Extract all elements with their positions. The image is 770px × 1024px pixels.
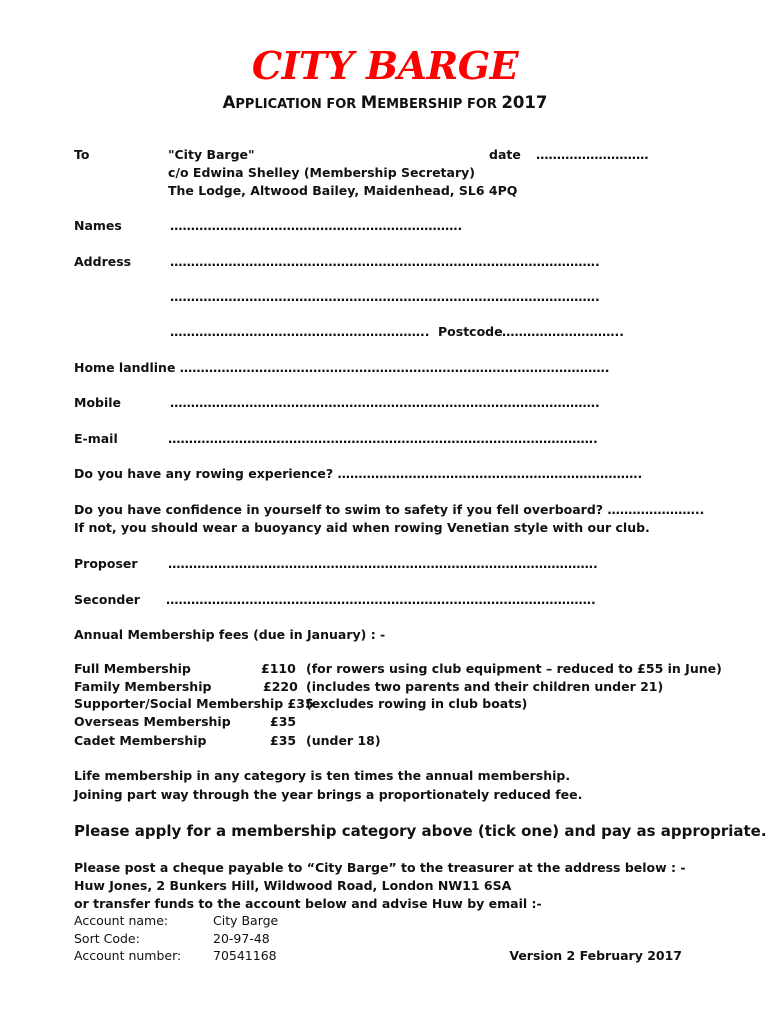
fee-price: £35 bbox=[270, 714, 297, 729]
account-name-label: Account name: bbox=[74, 913, 169, 928]
to-line-1: "City Barge" bbox=[168, 147, 255, 162]
document-title: CITY BARGE bbox=[251, 43, 519, 88]
to-line-2: c/o Edwina Shelley (Membership Secretary) bbox=[168, 165, 475, 180]
names-label: Names bbox=[74, 218, 122, 233]
payment-line-3: or transfer funds to the account below and advise Huw by email :- bbox=[74, 896, 542, 911]
date-field[interactable]: ……………………… bbox=[536, 147, 649, 162]
fee-name: Cadet Membership bbox=[74, 733, 207, 748]
address-field-3[interactable]: …………………………………………………….. bbox=[170, 324, 430, 339]
proposer-label: Proposer bbox=[74, 556, 138, 571]
email-field[interactable]: …………………………………………………………………………………………. bbox=[168, 431, 598, 446]
address-label: Address bbox=[74, 254, 132, 269]
join-part-way-note: Joining part way through the year brings a proportionately reduced fee. bbox=[74, 787, 583, 802]
version-note: Version 2 February 2017 bbox=[509, 948, 682, 963]
address-field-1[interactable]: …………………………………………………………………………………………. bbox=[170, 254, 600, 269]
apply-heading: Please apply for a membership category above (tick one) and pay as appropriate. bbox=[74, 822, 767, 840]
swim-confidence-question[interactable]: Do you have confidence in yourself to swim to safety if you fell overboard? ………………….. bbox=[74, 502, 705, 517]
to-label: To bbox=[74, 147, 90, 162]
proposer-field[interactable]: …………………………………………………………………………………………. bbox=[168, 556, 598, 571]
fees-heading: Annual Membership fees (due in January) : - bbox=[74, 627, 386, 642]
account-number-label: Account number: bbox=[74, 948, 182, 963]
to-line-3: The Lodge, Altwood Bailey, Maidenhead, SL6 4PQ bbox=[168, 183, 518, 198]
fee-price: £110 bbox=[261, 661, 296, 676]
treasurer-address: Huw Jones, 2 Bunkers Hill, Wildwood Road, London NW11 6SA bbox=[74, 878, 512, 893]
fee-name: Full Membership bbox=[74, 661, 191, 676]
fee-name: Family Membership bbox=[74, 679, 212, 694]
home-landline-field[interactable]: Home landline …………………………………………………………………………………………. bbox=[74, 360, 610, 375]
buoyancy-aid-note: If not, you should wear a buoyancy aid when rowing Venetian style with our club. bbox=[74, 520, 650, 535]
rowing-experience-question[interactable]: Do you have any rowing experience? ………………………………………………………………. bbox=[74, 466, 643, 481]
email-label: E-mail bbox=[74, 431, 118, 446]
account-name-value: City Barge bbox=[213, 913, 279, 928]
fee-note: (excludes rowing in club boats) bbox=[306, 696, 528, 711]
date-label: date bbox=[489, 147, 521, 162]
postcode-field[interactable]: ……………………….. bbox=[502, 324, 624, 339]
postcode-label: Postcode bbox=[438, 324, 503, 339]
payment-line-1: Please post a cheque payable to “City Barge” to the treasurer at the address below : - bbox=[74, 860, 686, 875]
fee-note: (for rowers using club equipment – reduced to £55 in June) bbox=[306, 661, 722, 676]
mobile-field[interactable]: …………………………………………………………………………………………. bbox=[170, 395, 600, 410]
sort-code-label: Sort Code: bbox=[74, 931, 140, 946]
address-field-2[interactable]: …………………………………………………………………………………………. bbox=[170, 289, 600, 304]
life-membership-note: Life membership in any category is ten times the annual membership. bbox=[74, 768, 571, 783]
names-field[interactable]: ……………………………………………………………. bbox=[170, 218, 463, 233]
fee-price: £220 bbox=[263, 679, 298, 694]
seconder-field[interactable]: …………………………………………………………………………………………. bbox=[166, 592, 596, 607]
fee-name: Supporter/Social Membership £35 bbox=[74, 696, 314, 711]
fee-name: Overseas Membership bbox=[74, 714, 231, 729]
fee-note: (includes two parents and their children under 21) bbox=[306, 679, 664, 694]
account-number-value: 70541168 bbox=[213, 948, 277, 963]
mobile-label: Mobile bbox=[74, 395, 122, 410]
sort-code-value: 20-97-48 bbox=[213, 931, 270, 946]
document-subtitle: APPLICATION FOR MEMBERSHIP FOR 2017 bbox=[222, 93, 548, 112]
fee-note: (under 18) bbox=[306, 733, 381, 748]
seconder-label: Seconder bbox=[74, 592, 140, 607]
fee-price: £35 bbox=[270, 733, 297, 748]
